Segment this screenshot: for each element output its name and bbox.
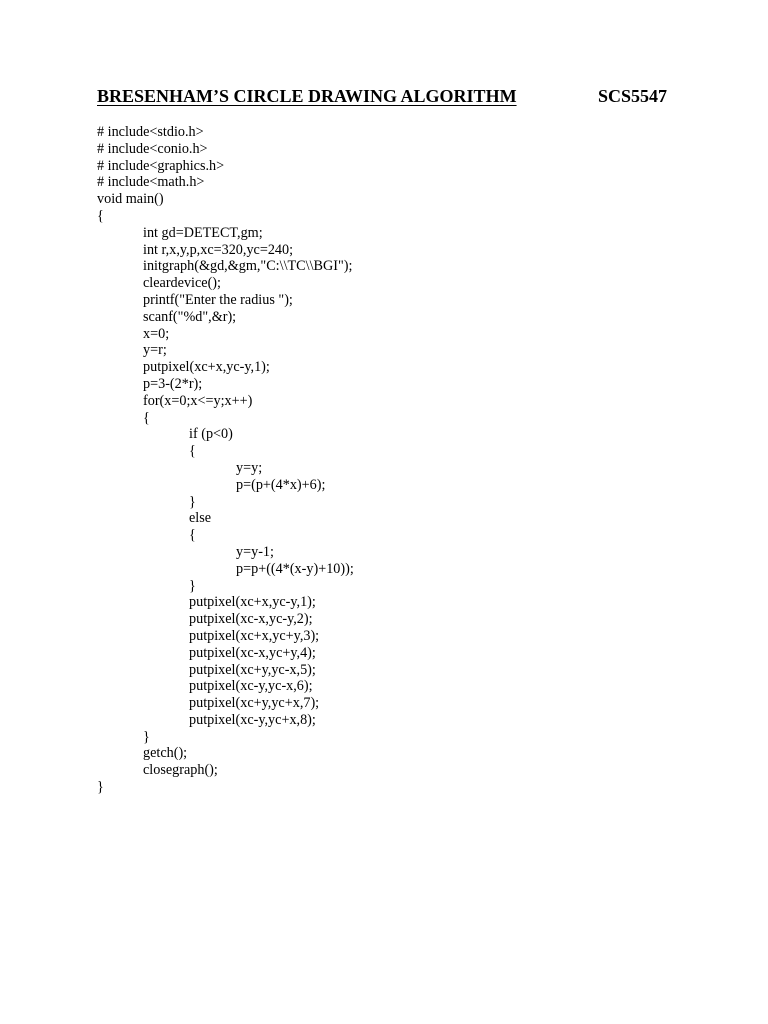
- code-line: putpixel(xc-x,yc-y,2);: [189, 611, 313, 628]
- code-line: getch();: [143, 745, 188, 762]
- code-line: closegraph();: [143, 762, 218, 779]
- code-line: p=p+((4*(x-y)+10));: [236, 560, 354, 577]
- code-line: else: [189, 510, 212, 527]
- code-line: putpixel(xc+x,yc-y,1);: [189, 594, 316, 611]
- code-line: }: [189, 577, 196, 594]
- code-line: {: [143, 409, 150, 426]
- code-line: p=3-(2*r);: [143, 375, 203, 392]
- code-line: }: [189, 493, 196, 510]
- code-line: # include<graphics.h>: [97, 157, 225, 174]
- code-line: initgraph(&gd,&gm,"C:\\TC\\BGI");: [143, 258, 353, 275]
- code-line: if (p<0): [189, 426, 233, 443]
- code-line: {: [189, 443, 196, 460]
- code-line: {: [189, 527, 196, 544]
- code-line: scanf("%d",&r);: [143, 308, 237, 325]
- code-line: # include<stdio.h>: [97, 124, 204, 140]
- code-line: int gd=DETECT,gm;: [143, 224, 263, 241]
- course-code: SCS5547: [598, 86, 668, 106]
- code-line: putpixel(xc-x,yc+y,4);: [189, 644, 316, 661]
- code-listing: [97, 124, 717, 796]
- code-line: p=(p+(4*x)+6);: [236, 476, 326, 493]
- code-line: putpixel(xc-y,yc+x,8);: [189, 711, 316, 728]
- code-line: x=0;: [143, 325, 170, 342]
- document-title: BRESENHAM’S CIRCLE DRAWING ALGORITHM: [97, 86, 517, 106]
- code-line: putpixel(xc+x,yc+y,3);: [189, 627, 320, 644]
- code-line: putpixel(xc+y,yc+x,7);: [189, 695, 320, 712]
- code-line: printf("Enter the radius ");: [143, 291, 293, 308]
- code-line: putpixel(xc+y,yc-x,5);: [189, 661, 316, 678]
- code-line: y=y-1;: [236, 543, 274, 560]
- code-line: }: [143, 728, 150, 745]
- code-line: y=y;: [236, 459, 263, 476]
- code-line: cleardevice();: [143, 275, 221, 292]
- code-line: }: [97, 779, 104, 796]
- code-line: {: [97, 207, 104, 224]
- code-line: putpixel(xc-y,yc-x,6);: [189, 678, 313, 695]
- code-line: int r,x,y,p,xc=320,yc=240;: [143, 241, 294, 258]
- code-line: y=r;: [143, 342, 167, 359]
- code-line: void main(): [97, 191, 164, 208]
- code-line: for(x=0;x<=y;x++): [143, 392, 253, 409]
- code-line: putpixel(xc+x,yc-y,1);: [143, 359, 270, 376]
- code-line: # include<math.h>: [97, 174, 205, 191]
- code-line: # include<conio.h>: [97, 140, 208, 157]
